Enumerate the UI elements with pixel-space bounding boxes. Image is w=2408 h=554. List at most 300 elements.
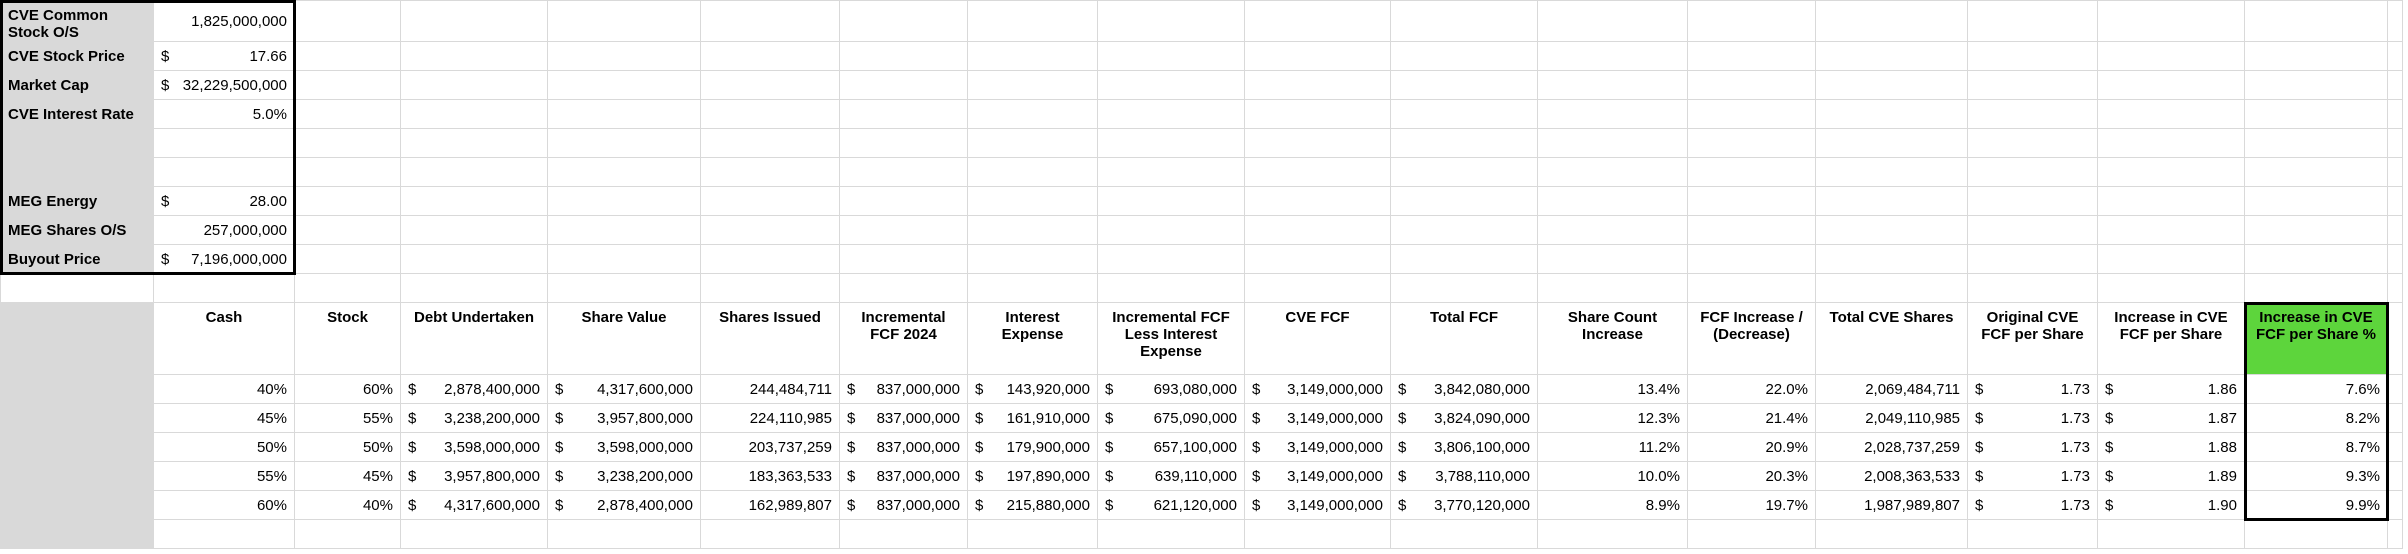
input-value[interactable]: 5.0% [154, 100, 295, 129]
cell[interactable] [1968, 187, 2098, 216]
cell[interactable] [295, 274, 401, 303]
data-cell[interactable]: 8.9% [1538, 491, 1688, 520]
cell[interactable] [840, 245, 968, 274]
cell[interactable] [295, 187, 401, 216]
cell[interactable] [1816, 129, 1968, 158]
cell[interactable] [2388, 462, 2403, 491]
data-cell[interactable]: 203,737,259 [701, 433, 840, 462]
cell[interactable] [295, 129, 401, 158]
cell[interactable] [1538, 520, 1688, 549]
cell[interactable] [2245, 216, 2388, 245]
data-cell[interactable]: 55% [154, 462, 295, 491]
cell[interactable] [1688, 42, 1816, 71]
cell[interactable] [701, 274, 840, 303]
data-cell[interactable]: 50% [295, 433, 401, 462]
cell[interactable] [1538, 42, 1688, 71]
cell[interactable] [701, 129, 840, 158]
cell[interactable] [1391, 129, 1538, 158]
cell[interactable] [968, 71, 1098, 100]
cell[interactable] [2388, 433, 2403, 462]
data-cell[interactable] [1391, 404, 1538, 433]
data-cell[interactable]: 55% [295, 404, 401, 433]
cell[interactable] [1816, 1, 1968, 42]
data-cell[interactable] [1245, 375, 1391, 404]
cell[interactable] [840, 129, 968, 158]
input-label[interactable]: MEG Shares O/S [1, 216, 154, 245]
column-header[interactable]: CVE FCF [1245, 303, 1391, 375]
cell[interactable] [1968, 100, 2098, 129]
cell[interactable] [548, 100, 701, 129]
data-cell[interactable]: 60% [295, 375, 401, 404]
data-cell[interactable]: 60% [154, 491, 295, 520]
data-cell[interactable] [1245, 491, 1391, 520]
cell[interactable] [401, 274, 548, 303]
cell[interactable] [295, 245, 401, 274]
cell[interactable] [2388, 71, 2403, 100]
cell[interactable] [401, 100, 548, 129]
data-cell[interactable] [1098, 462, 1245, 491]
cell[interactable] [2098, 158, 2245, 187]
cell[interactable] [1245, 274, 1391, 303]
column-header[interactable]: Incremental FCF Less Interest Expense [1098, 303, 1245, 375]
cell[interactable] [1816, 158, 1968, 187]
cell[interactable] [1, 433, 154, 462]
cell[interactable] [548, 187, 701, 216]
cell[interactable] [968, 274, 1098, 303]
data-cell[interactable]: 11.2% [1538, 433, 1688, 462]
data-cell[interactable] [840, 375, 968, 404]
data-cell[interactable] [401, 462, 548, 491]
cell[interactable] [1688, 216, 1816, 245]
data-cell[interactable] [1968, 433, 2098, 462]
data-cell[interactable] [2098, 404, 2245, 433]
cell[interactable] [1688, 100, 1816, 129]
cell[interactable] [968, 245, 1098, 274]
data-cell[interactable]: 45% [295, 462, 401, 491]
cell[interactable] [968, 187, 1098, 216]
cell[interactable] [2245, 42, 2388, 71]
data-cell[interactable] [2098, 375, 2245, 404]
cell[interactable] [1538, 245, 1688, 274]
cell[interactable] [1391, 245, 1538, 274]
cell[interactable] [295, 158, 401, 187]
result-cell[interactable]: 8.7% [2245, 433, 2388, 462]
data-cell[interactable]: 13.4% [1538, 375, 1688, 404]
cell[interactable] [968, 100, 1098, 129]
cell[interactable] [840, 158, 968, 187]
data-cell[interactable]: 19.7% [1688, 491, 1816, 520]
cell[interactable] [1245, 520, 1391, 549]
cell[interactable] [1391, 274, 1538, 303]
data-cell[interactable] [968, 462, 1098, 491]
column-header[interactable]: Cash [154, 303, 295, 375]
cell[interactable] [2245, 274, 2388, 303]
cell[interactable] [1, 520, 154, 549]
cell[interactable] [1098, 245, 1245, 274]
data-cell[interactable]: 22.0% [1688, 375, 1816, 404]
input-value[interactable] [154, 245, 295, 274]
data-cell[interactable] [1098, 375, 1245, 404]
cell[interactable] [840, 42, 968, 71]
data-cell[interactable] [2098, 491, 2245, 520]
data-cell[interactable] [1245, 433, 1391, 462]
cell[interactable] [548, 42, 701, 71]
column-header[interactable]: Share Value [548, 303, 701, 375]
cell[interactable] [2245, 158, 2388, 187]
cell[interactable] [295, 100, 401, 129]
data-cell[interactable] [968, 404, 1098, 433]
cell[interactable] [1, 375, 154, 404]
cell[interactable] [1245, 158, 1391, 187]
column-header[interactable]: Shares Issued [701, 303, 840, 375]
cell[interactable] [968, 520, 1098, 549]
cell[interactable] [2098, 42, 2245, 71]
cell[interactable] [1816, 274, 1968, 303]
cell[interactable] [401, 1, 548, 42]
cell[interactable] [2388, 245, 2403, 274]
data-cell[interactable]: 50% [154, 433, 295, 462]
data-cell[interactable] [1968, 375, 2098, 404]
input-label[interactable]: CVE Common Stock O/S [1, 1, 154, 42]
cell[interactable] [401, 158, 548, 187]
data-cell[interactable] [840, 462, 968, 491]
cell[interactable] [1098, 216, 1245, 245]
column-header[interactable]: Debt Undertaken [401, 303, 548, 375]
cell[interactable] [701, 42, 840, 71]
cell[interactable] [1245, 1, 1391, 42]
cell[interactable] [968, 129, 1098, 158]
cell[interactable] [401, 71, 548, 100]
cell[interactable] [548, 520, 701, 549]
cell[interactable] [1968, 158, 2098, 187]
data-cell[interactable] [548, 491, 701, 520]
result-cell[interactable]: 9.9% [2245, 491, 2388, 520]
cell[interactable] [1391, 100, 1538, 129]
cell[interactable] [2388, 158, 2403, 187]
cell[interactable] [1816, 42, 1968, 71]
input-label[interactable]: CVE Stock Price [1, 42, 154, 71]
cell[interactable] [2098, 274, 2245, 303]
cell[interactable] [1245, 216, 1391, 245]
data-cell[interactable] [968, 375, 1098, 404]
cell[interactable] [548, 216, 701, 245]
cell[interactable] [1098, 187, 1245, 216]
column-header[interactable]: Stock [295, 303, 401, 375]
cell[interactable] [2245, 520, 2388, 549]
input-value[interactable] [154, 42, 295, 71]
cell[interactable] [1688, 158, 1816, 187]
column-header[interactable]: Increase in CVE FCF per Share % [2245, 303, 2388, 375]
cell[interactable] [295, 42, 401, 71]
cell[interactable] [295, 71, 401, 100]
data-cell[interactable] [1968, 491, 2098, 520]
data-cell[interactable] [840, 433, 968, 462]
cell[interactable] [1968, 216, 2098, 245]
cell[interactable] [1245, 42, 1391, 71]
cell[interactable] [295, 216, 401, 245]
cell[interactable] [401, 42, 548, 71]
cell[interactable] [840, 1, 968, 42]
cell[interactable] [1098, 42, 1245, 71]
data-cell[interactable] [840, 404, 968, 433]
cell[interactable] [2388, 42, 2403, 71]
data-cell[interactable] [1098, 433, 1245, 462]
cell[interactable] [840, 100, 968, 129]
cell[interactable] [1816, 245, 1968, 274]
data-cell[interactable] [1098, 404, 1245, 433]
cell[interactable] [295, 1, 401, 42]
cell[interactable] [154, 274, 295, 303]
cell[interactable] [2245, 71, 2388, 100]
cell[interactable] [1688, 71, 1816, 100]
cell[interactable] [1245, 129, 1391, 158]
cell[interactable] [1, 491, 154, 520]
cell[interactable] [548, 129, 701, 158]
cell[interactable] [2245, 187, 2388, 216]
cell[interactable] [154, 520, 295, 549]
cell[interactable] [1391, 1, 1538, 42]
input-value[interactable] [154, 129, 295, 158]
data-cell[interactable] [401, 491, 548, 520]
cell[interactable] [701, 520, 840, 549]
cell[interactable] [548, 158, 701, 187]
cell[interactable] [1816, 187, 1968, 216]
data-cell[interactable] [401, 433, 548, 462]
cell[interactable] [1391, 42, 1538, 71]
cell[interactable] [1391, 216, 1538, 245]
result-cell[interactable]: 8.2% [2245, 404, 2388, 433]
cell[interactable] [968, 158, 1098, 187]
data-cell[interactable] [548, 404, 701, 433]
cell[interactable] [1245, 245, 1391, 274]
data-cell[interactable]: 12.3% [1538, 404, 1688, 433]
data-cell[interactable] [1245, 404, 1391, 433]
data-cell[interactable]: 2,008,363,533 [1816, 462, 1968, 491]
cell[interactable] [1688, 1, 1816, 42]
cell[interactable] [401, 520, 548, 549]
cell[interactable] [295, 520, 401, 549]
cell[interactable] [1538, 274, 1688, 303]
data-cell[interactable]: 244,484,711 [701, 375, 840, 404]
data-cell[interactable] [1968, 404, 2098, 433]
data-cell[interactable]: 10.0% [1538, 462, 1688, 491]
cell[interactable] [840, 71, 968, 100]
cell[interactable] [2245, 129, 2388, 158]
cell[interactable] [1, 462, 154, 491]
cell[interactable] [1098, 158, 1245, 187]
cell[interactable] [1816, 216, 1968, 245]
cell[interactable] [840, 520, 968, 549]
input-value[interactable]: 1,825,000,000 [154, 1, 295, 42]
cell[interactable] [2388, 375, 2403, 404]
cell[interactable] [1968, 1, 2098, 42]
data-cell[interactable]: 2,028,737,259 [1816, 433, 1968, 462]
cell[interactable] [2098, 520, 2245, 549]
cell[interactable] [840, 187, 968, 216]
result-cell[interactable]: 9.3% [2245, 462, 2388, 491]
cell[interactable] [1098, 274, 1245, 303]
data-cell[interactable] [968, 433, 1098, 462]
cell[interactable] [401, 245, 548, 274]
cell[interactable] [1098, 100, 1245, 129]
cell[interactable] [2388, 129, 2403, 158]
cell[interactable] [1816, 520, 1968, 549]
input-value[interactable] [154, 158, 295, 187]
cell[interactable] [1688, 520, 1816, 549]
cell[interactable] [1538, 100, 1688, 129]
cell[interactable] [968, 42, 1098, 71]
cell[interactable] [1391, 187, 1538, 216]
data-cell[interactable]: 1,987,989,807 [1816, 491, 1968, 520]
data-cell[interactable] [1391, 433, 1538, 462]
column-header[interactable]: Interest Expense [968, 303, 1098, 375]
column-header[interactable]: FCF Increase / (Decrease) [1688, 303, 1816, 375]
cell[interactable] [2098, 100, 2245, 129]
cell[interactable] [701, 71, 840, 100]
cell[interactable] [2098, 245, 2245, 274]
cell[interactable] [1391, 520, 1538, 549]
cell[interactable] [1098, 71, 1245, 100]
cell[interactable] [2098, 1, 2245, 42]
cell[interactable] [2388, 491, 2403, 520]
cell[interactable] [2245, 245, 2388, 274]
cell[interactable] [1968, 129, 2098, 158]
cell[interactable] [701, 216, 840, 245]
cell[interactable] [1968, 71, 2098, 100]
cell[interactable] [2098, 187, 2245, 216]
data-cell[interactable] [1391, 375, 1538, 404]
input-value[interactable]: 257,000,000 [154, 216, 295, 245]
cell[interactable] [1538, 1, 1688, 42]
cell[interactable] [548, 71, 701, 100]
cell[interactable] [1968, 274, 2098, 303]
data-cell[interactable] [548, 433, 701, 462]
column-header[interactable]: Total CVE Shares [1816, 303, 1968, 375]
cell[interactable] [2098, 129, 2245, 158]
cell[interactable] [1688, 274, 1816, 303]
cell[interactable] [1, 274, 154, 303]
data-cell[interactable]: 224,110,985 [701, 404, 840, 433]
data-cell[interactable]: 20.3% [1688, 462, 1816, 491]
column-header[interactable]: Increase in CVE FCF per Share [2098, 303, 2245, 375]
cell[interactable] [1098, 520, 1245, 549]
cell[interactable] [2388, 1, 2403, 42]
cell[interactable] [1538, 187, 1688, 216]
cell[interactable] [1391, 71, 1538, 100]
cell[interactable] [401, 129, 548, 158]
input-label[interactable]: MEG Energy [1, 187, 154, 216]
cell[interactable] [701, 245, 840, 274]
data-cell[interactable] [2098, 462, 2245, 491]
data-cell[interactable] [840, 491, 968, 520]
cell[interactable] [968, 216, 1098, 245]
data-cell[interactable] [1098, 491, 1245, 520]
input-label[interactable]: Buyout Price [1, 245, 154, 274]
input-label[interactable] [1, 158, 154, 187]
data-cell[interactable] [2098, 433, 2245, 462]
input-label[interactable]: Market Cap [1, 71, 154, 100]
data-cell[interactable] [1391, 491, 1538, 520]
result-cell[interactable]: 7.6% [2245, 375, 2388, 404]
data-cell[interactable]: 40% [154, 375, 295, 404]
cell[interactable] [548, 245, 701, 274]
data-cell[interactable] [968, 491, 1098, 520]
cell[interactable] [701, 100, 840, 129]
cell[interactable] [1538, 216, 1688, 245]
data-cell[interactable] [401, 375, 548, 404]
cell[interactable] [1245, 71, 1391, 100]
cell[interactable] [401, 216, 548, 245]
cell[interactable] [1816, 100, 1968, 129]
data-cell[interactable]: 2,049,110,985 [1816, 404, 1968, 433]
column-header[interactable]: Original CVE FCF per Share [1968, 303, 2098, 375]
cell[interactable] [2388, 100, 2403, 129]
data-cell[interactable]: 183,363,533 [701, 462, 840, 491]
data-cell[interactable]: 2,069,484,711 [1816, 375, 1968, 404]
cell[interactable] [548, 274, 701, 303]
data-cell[interactable]: 162,989,807 [701, 491, 840, 520]
cell[interactable] [1, 303, 154, 375]
cell[interactable] [401, 187, 548, 216]
cell[interactable] [1, 404, 154, 433]
data-cell[interactable] [548, 462, 701, 491]
cell[interactable] [2388, 520, 2403, 549]
cell[interactable] [1538, 158, 1688, 187]
cell[interactable] [701, 187, 840, 216]
column-header[interactable]: Share Count Increase [1538, 303, 1688, 375]
cell[interactable] [1968, 245, 2098, 274]
cell[interactable] [1098, 129, 1245, 158]
cell[interactable] [1968, 520, 2098, 549]
cell[interactable] [1538, 71, 1688, 100]
cell[interactable] [1688, 187, 1816, 216]
cell[interactable] [2245, 100, 2388, 129]
cell[interactable] [2388, 187, 2403, 216]
data-cell[interactable] [548, 375, 701, 404]
cell[interactable] [1688, 129, 1816, 158]
cell[interactable] [701, 1, 840, 42]
cell[interactable] [1538, 129, 1688, 158]
data-cell[interactable]: 40% [295, 491, 401, 520]
cell[interactable] [840, 274, 968, 303]
cell[interactable] [2098, 71, 2245, 100]
data-cell[interactable] [401, 404, 548, 433]
data-cell[interactable]: 21.4% [1688, 404, 1816, 433]
data-cell[interactable]: 45% [154, 404, 295, 433]
cell[interactable] [2245, 1, 2388, 42]
cell[interactable] [1816, 71, 1968, 100]
cell[interactable] [2388, 216, 2403, 245]
cell[interactable] [840, 216, 968, 245]
data-cell[interactable] [1968, 462, 2098, 491]
input-value[interactable] [154, 71, 295, 100]
input-value[interactable] [154, 187, 295, 216]
column-header[interactable]: Total FCF [1391, 303, 1538, 375]
cell[interactable] [2388, 274, 2403, 303]
input-label[interactable]: CVE Interest Rate [1, 100, 154, 129]
cell[interactable] [548, 1, 701, 42]
data-cell[interactable] [1391, 462, 1538, 491]
cell[interactable] [1391, 158, 1538, 187]
cell[interactable] [1688, 245, 1816, 274]
cell[interactable] [1245, 100, 1391, 129]
input-label[interactable] [1, 129, 154, 158]
data-cell[interactable] [1245, 462, 1391, 491]
cell[interactable] [1968, 42, 2098, 71]
cell[interactable] [2388, 303, 2403, 375]
cell[interactable] [968, 1, 1098, 42]
column-header[interactable]: Incremental FCF 2024 [840, 303, 968, 375]
